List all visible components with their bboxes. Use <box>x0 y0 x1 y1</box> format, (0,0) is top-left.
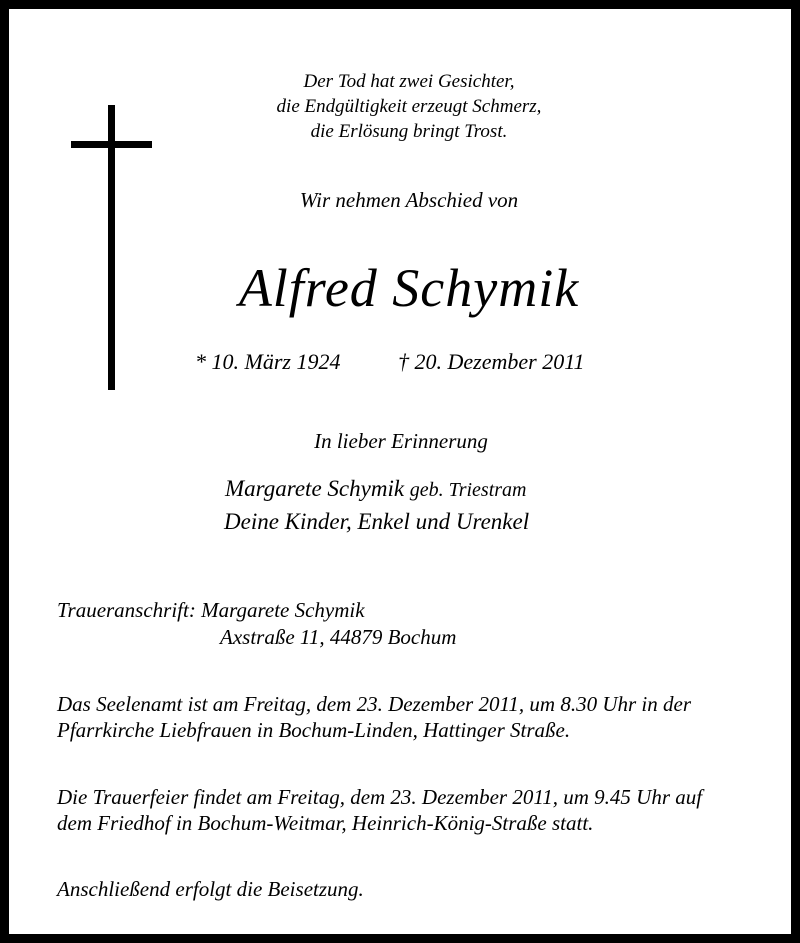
service-paragraph-3: Anschließend erfolgt die Beisetzung. <box>57 877 364 901</box>
deceased-name: Alfred Schymik <box>238 258 580 318</box>
quote-block <box>9 69 800 144</box>
address-street-line: Axstraße 11, 44879 Bochum <box>220 625 457 649</box>
mourner-maiden-name: geb. Triestram <box>409 479 527 501</box>
mourner-family: Deine Kinder, Enkel und Urenkel <box>224 509 530 534</box>
quote-line-3: die Erlösung bringt Trost. <box>310 121 508 142</box>
birth-date: * 10. März 1924 <box>195 349 341 374</box>
death-date: † 20. Dezember 2011 <box>398 349 585 374</box>
quote-line-2: die Endgültigkeit erzeugt Schmerz, <box>276 96 542 117</box>
address-label-line: Traueranschrift: Margarete Schymik <box>57 598 365 622</box>
service-paragraph-1: Das Seelenamt ist am Freitag, dem 23. Dezember 2011, um 8.30 Uhr in der Pfarrkirche Liebfrauen in Bochum-Linden, Hattinger Straße. <box>57 692 691 742</box>
remembrance-label: In lieber Erinnerung <box>314 429 488 453</box>
quote-line-1: Der Tod hat zwei Gesichter, <box>303 71 515 92</box>
mourner-name: Margarete Schymik <box>225 476 405 501</box>
mourner-name-line <box>225 476 526 502</box>
service-paragraph-2: Die Trauerfeier findet am Freitag, dem 23. Dezember 2011, um 9.45 Uhr auf dem Friedhof in Bochum-Weitmar, Heinrich-König-Straße statt. <box>57 785 703 835</box>
farewell-text: Wir nehmen Abschied von <box>299 188 519 212</box>
remembrance-text <box>9 429 800 454</box>
cross-icon-horizontal <box>71 141 152 148</box>
